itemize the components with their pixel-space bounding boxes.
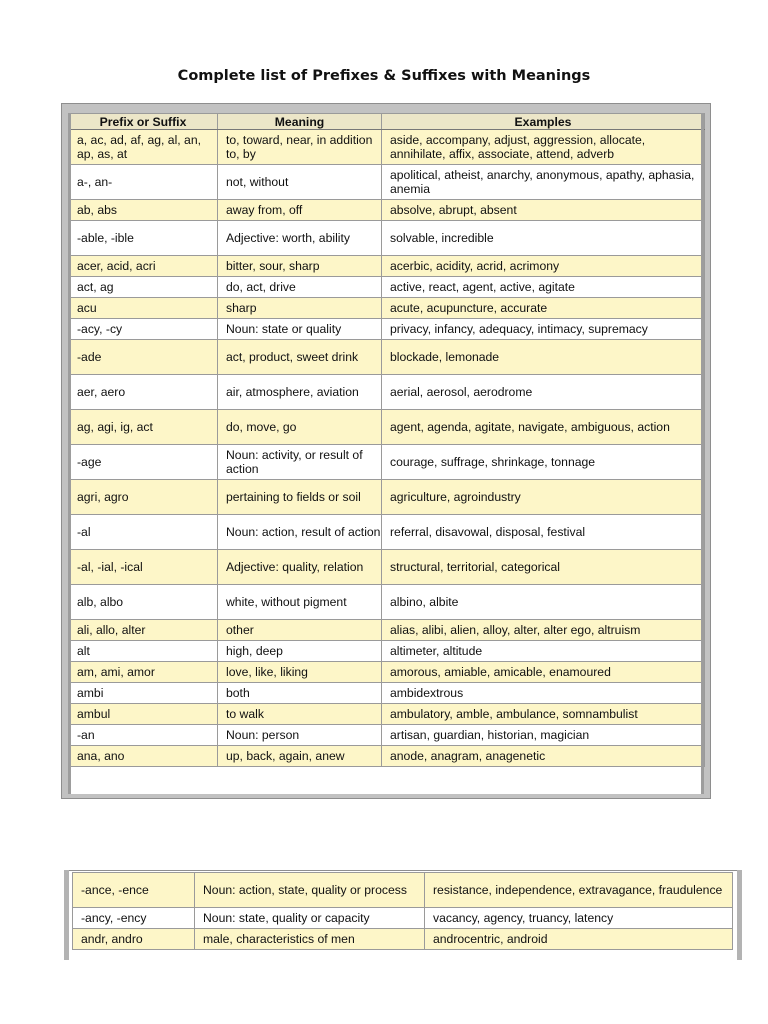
meaning-cell: pertaining to fields or soil	[218, 480, 382, 515]
table-continuation-left-edge	[64, 870, 69, 960]
meaning-cell: away from, off	[218, 200, 382, 221]
meaning-cell: other	[218, 620, 382, 641]
table-row	[69, 620, 705, 641]
table-row	[69, 704, 705, 725]
table-row	[69, 480, 705, 515]
affix-cell: acer, acid, acri	[69, 256, 218, 277]
meaning-cell: air, atmosphere, aviation	[218, 375, 382, 410]
affix-cell: -an	[69, 725, 218, 746]
affix-cell: ag, agi, ig, act	[69, 410, 218, 445]
examples-cell: ambulatory, amble, ambulance, somnambulist	[382, 704, 705, 725]
table-continuation-frame	[64, 870, 742, 960]
affix-cell: -ade	[69, 340, 218, 375]
affix-cell: -acy, -cy	[69, 319, 218, 340]
affix-cell: ali, allo, alter	[69, 620, 218, 641]
meaning-cell: bitter, sour, sharp	[218, 256, 382, 277]
table-row	[69, 200, 705, 221]
meaning-cell: Noun: action, result of action	[218, 515, 382, 550]
table-row	[69, 725, 705, 746]
examples-cell: courage, suffrage, shrinkage, tonnage	[382, 445, 705, 480]
table-row	[73, 908, 733, 929]
affix-cell: act, ag	[69, 277, 218, 298]
table-row	[69, 410, 705, 445]
table-left-edge	[68, 113, 71, 794]
meaning-cell: Adjective: worth, ability	[218, 221, 382, 256]
examples-cell: blockade, lemonade	[382, 340, 705, 375]
affix-table-continued	[72, 872, 733, 950]
examples-cell: resistance, independence, extravagance, fraudulence	[425, 873, 733, 908]
examples-cell: aerial, aerosol, aerodrome	[382, 375, 705, 410]
meaning-cell: white, without pigment	[218, 585, 382, 620]
meaning-cell: both	[218, 683, 382, 704]
table-row	[69, 340, 705, 375]
affix-cell: ambul	[69, 704, 218, 725]
affix-cell: alb, albo	[69, 585, 218, 620]
examples-cell: referral, disavowal, disposal, festival	[382, 515, 705, 550]
meaning-cell: love, like, liking	[218, 662, 382, 683]
meaning-cell: male, characteristics of men	[195, 929, 425, 950]
examples-cell: vacancy, agency, truancy, latency	[425, 908, 733, 929]
table-row	[73, 929, 733, 950]
examples-cell: albino, albite	[382, 585, 705, 620]
table-row	[69, 641, 705, 662]
table-row	[69, 746, 705, 767]
meaning-cell: Adjective: quality, relation	[218, 550, 382, 585]
table-row	[69, 165, 705, 200]
affix-cell: ana, ano	[69, 746, 218, 767]
meaning-cell: to walk	[218, 704, 382, 725]
affix-cell: andr, andro	[73, 929, 195, 950]
affix-cell: ab, abs	[69, 200, 218, 221]
meaning-cell: up, back, again, anew	[218, 746, 382, 767]
table-row	[69, 662, 705, 683]
affix-cell: -able, -ible	[69, 221, 218, 256]
table-row	[69, 445, 705, 480]
affix-cell: ambi	[69, 683, 218, 704]
table-continuation-top-border	[64, 870, 742, 871]
affix-cell: am, ami, amor	[69, 662, 218, 683]
meaning-cell: Noun: action, state, quality or process	[195, 873, 425, 908]
affix-cell: a-, an-	[69, 165, 218, 200]
table-frame-inner	[68, 113, 704, 794]
affix-cell: aer, aero	[69, 375, 218, 410]
meaning-cell: do, act, drive	[218, 277, 382, 298]
affix-cell: agri, agro	[69, 480, 218, 515]
table-row	[69, 256, 705, 277]
affix-cell: -ance, -ence	[73, 873, 195, 908]
meaning-cell: Noun: state, quality or capacity	[195, 908, 425, 929]
header-row	[69, 114, 705, 130]
examples-cell: ambidextrous	[382, 683, 705, 704]
examples-cell: altimeter, altitude	[382, 641, 705, 662]
meaning-cell: Noun: person	[218, 725, 382, 746]
examples-cell: agriculture, agroindustry	[382, 480, 705, 515]
examples-cell: androcentric, android	[425, 929, 733, 950]
examples-cell: amorous, amiable, amicable, enamoured	[382, 662, 705, 683]
examples-cell: acerbic, acidity, acrid, acrimony	[382, 256, 705, 277]
examples-cell: solvable, incredible	[382, 221, 705, 256]
table-row	[69, 683, 705, 704]
table-continuation-right-edge	[737, 870, 742, 960]
examples-cell: alias, alibi, alien, alloy, alter, alter ego, altruism	[382, 620, 705, 641]
table-row	[69, 585, 705, 620]
table-row	[69, 298, 705, 319]
examples-cell: apolitical, atheist, anarchy, anonymous, apathy, aphasia, anemia	[382, 165, 705, 200]
column-header-examples: Examples	[382, 114, 705, 130]
column-header-affix: Prefix or Suffix	[69, 114, 218, 130]
examples-cell: agent, agenda, agitate, navigate, ambiguous, action	[382, 410, 705, 445]
meaning-cell: act, product, sweet drink	[218, 340, 382, 375]
table-row	[69, 277, 705, 298]
table-row	[69, 515, 705, 550]
table-row	[73, 873, 733, 908]
table-right-edge	[701, 113, 704, 794]
meaning-cell: to, toward, near, in addition to, by	[218, 130, 382, 165]
affix-cell: -ancy, -ency	[73, 908, 195, 929]
affix-cell: acu	[69, 298, 218, 319]
meaning-cell: Noun: state or quality	[218, 319, 382, 340]
affix-table	[68, 113, 705, 767]
meaning-cell: high, deep	[218, 641, 382, 662]
table-row	[69, 375, 705, 410]
page-title: Complete list of Prefixes & Suffixes with Meanings	[177, 68, 591, 84]
meaning-cell: not, without	[218, 165, 382, 200]
examples-cell: aside, accompany, adjust, aggression, allocate, annihilate, affix, associate, attend, adverb	[382, 130, 705, 165]
table-frame	[61, 103, 711, 799]
examples-cell: absolve, abrupt, absent	[382, 200, 705, 221]
affix-cell: -al	[69, 515, 218, 550]
meaning-cell: sharp	[218, 298, 382, 319]
table-row	[69, 319, 705, 340]
table-row	[69, 221, 705, 256]
affix-cell: -al, -ial, -ical	[69, 550, 218, 585]
affix-cell: a, ac, ad, af, ag, al, an, ap, as, at	[69, 130, 218, 165]
affix-cell: alt	[69, 641, 218, 662]
meaning-cell: do, move, go	[218, 410, 382, 445]
affix-cell: -age	[69, 445, 218, 480]
examples-cell: anode, anagram, anagenetic	[382, 746, 705, 767]
examples-cell: structural, territorial, categorical	[382, 550, 705, 585]
examples-cell: active, react, agent, active, agitate	[382, 277, 705, 298]
table-row	[69, 130, 705, 165]
examples-cell: artisan, guardian, historian, magician	[382, 725, 705, 746]
column-header-meaning: Meaning	[218, 114, 382, 130]
meaning-cell: Noun: activity, or result of action	[218, 445, 382, 480]
examples-cell: privacy, infancy, adequacy, intimacy, supremacy	[382, 319, 705, 340]
table-row	[69, 550, 705, 585]
examples-cell: acute, acupuncture, accurate	[382, 298, 705, 319]
